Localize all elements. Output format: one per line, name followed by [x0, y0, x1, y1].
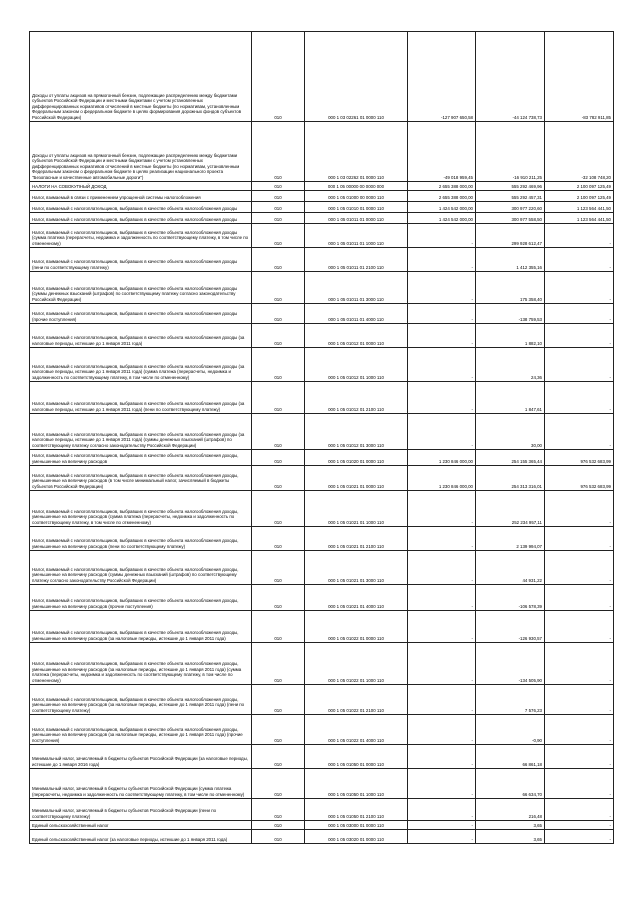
row-budget-code: 000 1 05 00000 00 0000 000: [305, 182, 408, 191]
row-line-code: 010: [252, 348, 305, 382]
row-unexecuted: -: [545, 224, 614, 248]
row-approved-plan: -: [408, 830, 476, 844]
table-row: [30, 830, 614, 844]
row-budget-code: 000 1 05 01050 01 1000 110: [305, 769, 408, 799]
row-line-code: 010: [252, 202, 305, 213]
row-executed: 175 358,40: [476, 272, 545, 304]
row-description: Налог, взимаемый с налогоплательщиков, выбравших в качестве объекта налогообложения доходы, уменьшенные на величину расходов (прочие поступления): [30, 585, 252, 611]
row-unexecuted: -: [545, 585, 614, 611]
row-executed: 3,65: [476, 830, 545, 844]
row-unexecuted: -: [545, 745, 614, 769]
row-description: Налог, взимаемый с налогоплательщиков, выбравших в качестве объекта налогообложения доходы, уменьшенные на величину расходов (в том числе минимальный налог, зачисляемый в бюджеты субъектов Российской Федерации): [30, 466, 252, 491]
row-executed: 44 931,22: [476, 551, 545, 585]
row-description: Налог, взимаемый с налогоплательщиков, выбравших в качестве объекта налогообложения доходы (за налоговые периоды, истекшие до 1 января 2011 года) (сумма платежа (перерасчеты, недоимка и задолженность по соответствующему платежу, в том числе по отмененному): [30, 348, 252, 382]
row-approved-plan: -: [408, 585, 476, 611]
table-row: [30, 491, 614, 527]
row-unexecuted: -: [545, 799, 614, 821]
row-line-code: 010: [252, 272, 305, 304]
row-budget-code: 000 1 05 01050 01 2100 110: [305, 799, 408, 821]
row-budget-code: 000 1 05 01022 01 4000 110: [305, 715, 408, 745]
row-unexecuted: -: [545, 491, 614, 527]
table-row: [30, 643, 614, 685]
row-unexecuted: 1 123 564 441,50: [545, 202, 614, 213]
row-executed: 555 292 469,96: [476, 182, 545, 191]
row-line-code: 010: [252, 527, 305, 551]
income-report-table: [29, 31, 614, 844]
row-description: Минимальный налог, зачисляемый в бюджеты субъектов Российской Федерации (за налоговые периоды, истекшие до 1 января 2016 года): [30, 745, 252, 769]
table-row: [30, 551, 614, 585]
row-line-code: 010: [252, 213, 305, 224]
table-row: [30, 745, 614, 769]
table-row: [30, 527, 614, 551]
row-unexecuted: -: [545, 414, 614, 450]
row-approved-plan: -: [408, 272, 476, 304]
row-executed: -134 505,90: [476, 643, 545, 685]
row-description: Налог, взимаемый с налогоплательщиков, выбравших в качестве объекта налогообложения доходы (за налоговые периоды, истекшие до 1 января 2011 года) (суммы денежных взысканий (штрафов) по соответствующему платежу согласно законодательству Российской Федерации): [30, 414, 252, 450]
table-row: [30, 32, 614, 122]
row-executed: -0,90: [476, 715, 545, 745]
table-row: [30, 466, 614, 491]
table-row: [30, 248, 614, 272]
table-row: [30, 821, 614, 830]
row-executed: 1 412 355,16: [476, 248, 545, 272]
row-approved-plan: -: [408, 611, 476, 643]
row-line-code: 010: [252, 769, 305, 799]
row-executed: 3,65: [476, 821, 545, 830]
row-unexecuted: -: [545, 769, 614, 799]
table-row: [30, 348, 614, 382]
row-line-code: 010: [252, 122, 305, 182]
row-approved-plan: -127 907 650,58: [408, 32, 476, 122]
row-line-code: 010: [252, 248, 305, 272]
row-description: НАЛОГИ НА СОВОКУПНЫЙ ДОХОД: [30, 182, 252, 191]
row-description: Единый сельскохозяйственный налог (за налоговые периоды, истекшие до 1 января 2011 года): [30, 830, 252, 844]
row-budget-code: 000 1 05 01021 01 1000 110: [305, 491, 408, 527]
row-executed: -138 759,53: [476, 304, 545, 324]
row-line-code: 010: [252, 191, 305, 202]
row-line-code: 010: [252, 304, 305, 324]
row-executed: -106 578,39: [476, 585, 545, 611]
row-line-code: 010: [252, 799, 305, 821]
row-line-code: 010: [252, 685, 305, 715]
row-approved-plan: -: [408, 324, 476, 348]
row-unexecuted: -: [545, 611, 614, 643]
table-row: [30, 585, 614, 611]
row-executed: 66 634,70: [476, 769, 545, 799]
row-budget-code: 000 1 05 01012 01 0000 110: [305, 324, 408, 348]
row-line-code: 010: [252, 382, 305, 414]
row-description: Налог, взимаемый с налогоплательщиков, выбравших в качестве объекта налогообложения доходы (сумма платежа (перерасчеты, недоимка и задолженность по соответствующему платежу, в том числе по отмененному): [30, 224, 252, 248]
row-description: Налог, взимаемый с налогоплательщиков, выбравших в качестве объекта налогообложения доходы (суммы денежных взысканий (штрафов) по соответствующему платежу согласно законодательству Российской Федерации): [30, 272, 252, 304]
row-line-code: 010: [252, 715, 305, 745]
row-line-code: 010: [252, 611, 305, 643]
row-approved-plan: 1 230 846 000,00: [408, 466, 476, 491]
row-executed: 1 847,61: [476, 382, 545, 414]
row-approved-plan: -: [408, 643, 476, 685]
row-line-code: 010: [252, 830, 305, 844]
row-unexecuted: -32 108 748,20: [545, 122, 614, 182]
row-executed: 24,36: [476, 348, 545, 382]
row-executed: 216,48: [476, 799, 545, 821]
row-executed: 299 928 612,47: [476, 224, 545, 248]
row-budget-code: 000 1 05 01012 01 3000 110: [305, 414, 408, 450]
row-approved-plan: -: [408, 248, 476, 272]
row-approved-plan: 1 230 846 000,00: [408, 450, 476, 466]
table-row: [30, 224, 614, 248]
row-budget-code: 000 1 05 01011 01 3000 110: [305, 272, 408, 304]
row-unexecuted: 1 123 564 441,50: [545, 213, 614, 224]
row-unexecuted: -83 782 911,85: [545, 32, 614, 122]
row-approved-plan: -: [408, 715, 476, 745]
row-line-code: 010: [252, 745, 305, 769]
row-executed: 66 861,18: [476, 745, 545, 769]
row-unexecuted: -: [545, 715, 614, 745]
row-approved-plan: -: [408, 821, 476, 830]
row-approved-plan: 2 655 388 000,00: [408, 191, 476, 202]
row-description: Налог, взимаемый с налогоплательщиков, выбравших в качестве объекта налогообложения доходы, уменьшенные на величину расходов (сумма платежа (перерасчеты, недоимка и задолженность по соответствующему платежу, в том числе по отмененному): [30, 491, 252, 527]
row-line-code: 010: [252, 491, 305, 527]
row-description: Налог, взимаемый с налогоплательщиков, выбравших в качестве объекта налогообложения доходы (за налоговые периоды, истекшие до 1 января 2011 года) (пени по соответствующему платежу): [30, 382, 252, 414]
row-approved-plan: -: [408, 348, 476, 382]
row-description: Налог, взимаемый с налогоплательщиков, выбравших в качестве объекта налогообложения доходы (прочие поступления): [30, 304, 252, 324]
row-description: Налог, взимаемый с налогоплательщиков, выбравших в качестве объекта налогообложения доходы, уменьшенные на величину расходов (за налоговые периоды, истекшие до 1 января 2011 года) (прочие поступления): [30, 715, 252, 745]
row-budget-code: 000 1 03 02261 01 0000 110: [305, 32, 408, 122]
row-unexecuted: -: [545, 527, 614, 551]
row-executed: 254 155 365,44: [476, 450, 545, 466]
row-budget-code: 000 1 05 01022 01 0000 110: [305, 611, 408, 643]
row-unexecuted: -: [545, 643, 614, 685]
row-description: Доходы от уплаты акцизов на прямогонный бензин, подлежащие распределению между бюджетами субъектов Российской Федерации и местными бюджетами с учетом установленных дифференцированных нормативов отчислений в местные бюджеты (по нормативам, установленным Федеральным законом о федеральном бюджете в целях формирования дорожных фондов субъектов Российской Федерации): [30, 32, 252, 122]
row-approved-plan: -: [408, 769, 476, 799]
row-description: Минимальный налог, зачисляемый в бюджеты субъектов Российской Федерации (пени по соответствующему платежу): [30, 799, 252, 821]
row-approved-plan: -: [408, 304, 476, 324]
table-row: [30, 304, 614, 324]
row-executed: 2 139 994,07: [476, 527, 545, 551]
row-line-code: 010: [252, 821, 305, 830]
row-unexecuted: -: [545, 324, 614, 348]
row-approved-plan: -: [408, 491, 476, 527]
row-unexecuted: -: [545, 304, 614, 324]
row-unexecuted: -: [545, 830, 614, 844]
row-executed: -16 910 211,25: [476, 122, 545, 182]
row-line-code: 010: [252, 182, 305, 191]
row-executed: 300 977 558,50: [476, 213, 545, 224]
row-budget-code: 000 1 05 01011 01 0000 110: [305, 213, 408, 224]
row-budget-code: 000 1 05 01011 01 1000 110: [305, 224, 408, 248]
table-row: [30, 414, 614, 450]
row-line-code: 010: [252, 324, 305, 348]
row-budget-code: 000 1 05 01012 01 1000 110: [305, 348, 408, 382]
row-approved-plan: -: [408, 551, 476, 585]
row-approved-plan: -: [408, 224, 476, 248]
row-description: Налог, взимаемый с налогоплательщиков, выбравших в качестве объекта налогообложения доходы, уменьшенные на величину расходов: [30, 450, 252, 466]
row-executed: 555 292 457,31: [476, 191, 545, 202]
row-approved-plan: -: [408, 745, 476, 769]
row-description: Налог, взимаемый с налогоплательщиков, выбравших в качестве объекта налогообложения доходы, уменьшенные на величину расходов (суммы денежных взысканий (штрафов) по соответствующему платежу согласно законодательству Российской Федерации): [30, 551, 252, 585]
row-description: Налог, взимаемый с налогоплательщиков, выбравших в качестве объекта налогообложения доходы, уменьшенные на величину расходов (за налоговые периоды, истекшие до 1 января 2011 года) (сумма платежа (перерасчеты, недоимка и задолженность по соответствующему платежу, в том числе по отмененному): [30, 643, 252, 685]
row-executed: 7 576,23: [476, 685, 545, 715]
row-description: Налог, взимаемый в связи с применением упрощенной системы налогообложения: [30, 191, 252, 202]
row-executed: -44 124 738,73: [476, 32, 545, 122]
row-budget-code: 000 1 05 01021 01 3000 110: [305, 551, 408, 585]
row-approved-plan: 1 424 542 000,00: [408, 213, 476, 224]
row-line-code: 010: [252, 224, 305, 248]
row-unexecuted: -: [545, 248, 614, 272]
row-executed: 30,00: [476, 414, 545, 450]
row-unexecuted: 2 100 097 125,49: [545, 191, 614, 202]
row-budget-code: 000 1 05 01011 01 2100 110: [305, 248, 408, 272]
row-approved-plan: -: [408, 799, 476, 821]
row-approved-plan: -: [408, 414, 476, 450]
row-unexecuted: -: [545, 382, 614, 414]
row-budget-code: 000 1 05 01022 01 2100 110: [305, 685, 408, 715]
row-approved-plan: -: [408, 685, 476, 715]
row-approved-plan: -49 018 959,45: [408, 122, 476, 182]
row-executed: 254 313 316,01: [476, 466, 545, 491]
row-line-code: 010: [252, 585, 305, 611]
row-description: Налог, взимаемый с налогоплательщиков, выбравших в качестве объекта налогообложения доходы: [30, 213, 252, 224]
table-row: [30, 611, 614, 643]
row-description: Единый сельскохозяйственный налог: [30, 821, 252, 830]
table-row: [30, 382, 614, 414]
row-executed: 252 234 957,11: [476, 491, 545, 527]
table-row: [30, 799, 614, 821]
row-description: Налог, взимаемый с налогоплательщиков, выбравших в качестве объекта налогообложения доходы (за налоговые периоды, истекшие до 1 января 2011 года): [30, 324, 252, 348]
row-unexecuted: 976 532 683,99: [545, 450, 614, 466]
row-executed: 1 882,10: [476, 324, 545, 348]
report-body: [30, 32, 614, 844]
row-budget-code: 000 1 05 01000 00 0000 110: [305, 191, 408, 202]
row-budget-code: 000 1 05 03000 01 0000 110: [305, 821, 408, 830]
row-budget-code: 000 1 05 01022 01 1000 110: [305, 643, 408, 685]
row-unexecuted: -: [545, 551, 614, 585]
row-line-code: 010: [252, 551, 305, 585]
row-unexecuted: 976 532 683,99: [545, 466, 614, 491]
table-row: [30, 182, 614, 191]
row-executed: -126 930,57: [476, 611, 545, 643]
row-budget-code: 000 1 05 01010 01 0000 110: [305, 202, 408, 213]
row-description: Налог, взимаемый с налогоплательщиков, выбравших в качестве объекта налогообложения доходы, уменьшенные на величину расходов (за налоговые периоды, истекшие до 1 января 2011 года): [30, 611, 252, 643]
row-description: Минимальный налог, зачисляемый в бюджеты субъектов Российской Федерации (сумма платежа (перерасчеты, недоимка и задолженность по соответствующему платежу, в том числе по отмененному): [30, 769, 252, 799]
row-executed: 300 977 220,60: [476, 202, 545, 213]
row-budget-code: 000 1 05 01011 01 4000 110: [305, 304, 408, 324]
row-budget-code: 000 1 05 01012 01 2100 110: [305, 382, 408, 414]
row-description: Налог, взимаемый с налогоплательщиков, выбравших в качестве объекта налогообложения доходы, уменьшенные на величину расходов (пени по соответствующему платежу): [30, 527, 252, 551]
table-row: [30, 202, 614, 213]
row-approved-plan: 2 655 388 000,00: [408, 182, 476, 191]
row-description: Налог, взимаемый с налогоплательщиков, выбравших в качестве объекта налогообложения доходы (пени по соответствующему платежу): [30, 248, 252, 272]
row-description: Налог, взимаемый с налогоплательщиков, выбравших в качестве объекта налогообложения доходы, уменьшенные на величину расходов (за налоговые периоды, истекшие до 1 января 2011 года) (пени по соответствующему платежу): [30, 685, 252, 715]
table-row: [30, 715, 614, 745]
row-unexecuted: 2 100 097 125,49: [545, 182, 614, 191]
row-budget-code: 000 1 03 02262 01 0000 110: [305, 122, 408, 182]
row-unexecuted: -: [545, 348, 614, 382]
table-row: [30, 122, 614, 182]
row-approved-plan: 1 424 542 000,00: [408, 202, 476, 213]
row-unexecuted: -: [545, 821, 614, 830]
row-line-code: 010: [252, 414, 305, 450]
row-unexecuted: -: [545, 272, 614, 304]
row-line-code: 010: [252, 450, 305, 466]
row-line-code: 010: [252, 643, 305, 685]
row-description: Налог, взимаемый с налогоплательщиков, выбравших в качестве объекта налогообложения доходы: [30, 202, 252, 213]
table-row: [30, 450, 614, 466]
row-budget-code: 000 1 05 01021 01 4000 110: [305, 585, 408, 611]
row-line-code: 010: [252, 466, 305, 491]
table-row: [30, 213, 614, 224]
row-budget-code: 000 1 05 01021 01 0000 110: [305, 466, 408, 491]
table-row: [30, 769, 614, 799]
row-budget-code: 000 1 05 01020 01 0000 110: [305, 450, 408, 466]
row-line-code: 010: [252, 32, 305, 122]
table-row: [30, 324, 614, 348]
row-budget-code: 000 1 05 03020 01 0000 110: [305, 830, 408, 844]
table-row: [30, 191, 614, 202]
table-row: [30, 685, 614, 715]
row-budget-code: 000 1 05 01050 01 0000 110: [305, 745, 408, 769]
row-approved-plan: -: [408, 527, 476, 551]
row-budget-code: 000 1 05 01021 01 2100 110: [305, 527, 408, 551]
row-approved-plan: -: [408, 382, 476, 414]
row-description: Доходы от уплаты акцизов на прямогонный бензин, подлежащие распределению между бюджетами субъектов Российской Федерации и местными бюджетами с учетом установленных дифференцированных нормативов отчислений в местные бюджеты (по нормативам, установленным Федеральным законом о федеральном бюджете в целях реализации национального проекта "Безопасные и качественные автомобильные дороги"): [30, 122, 252, 182]
table-row: [30, 272, 614, 304]
row-unexecuted: -: [545, 685, 614, 715]
